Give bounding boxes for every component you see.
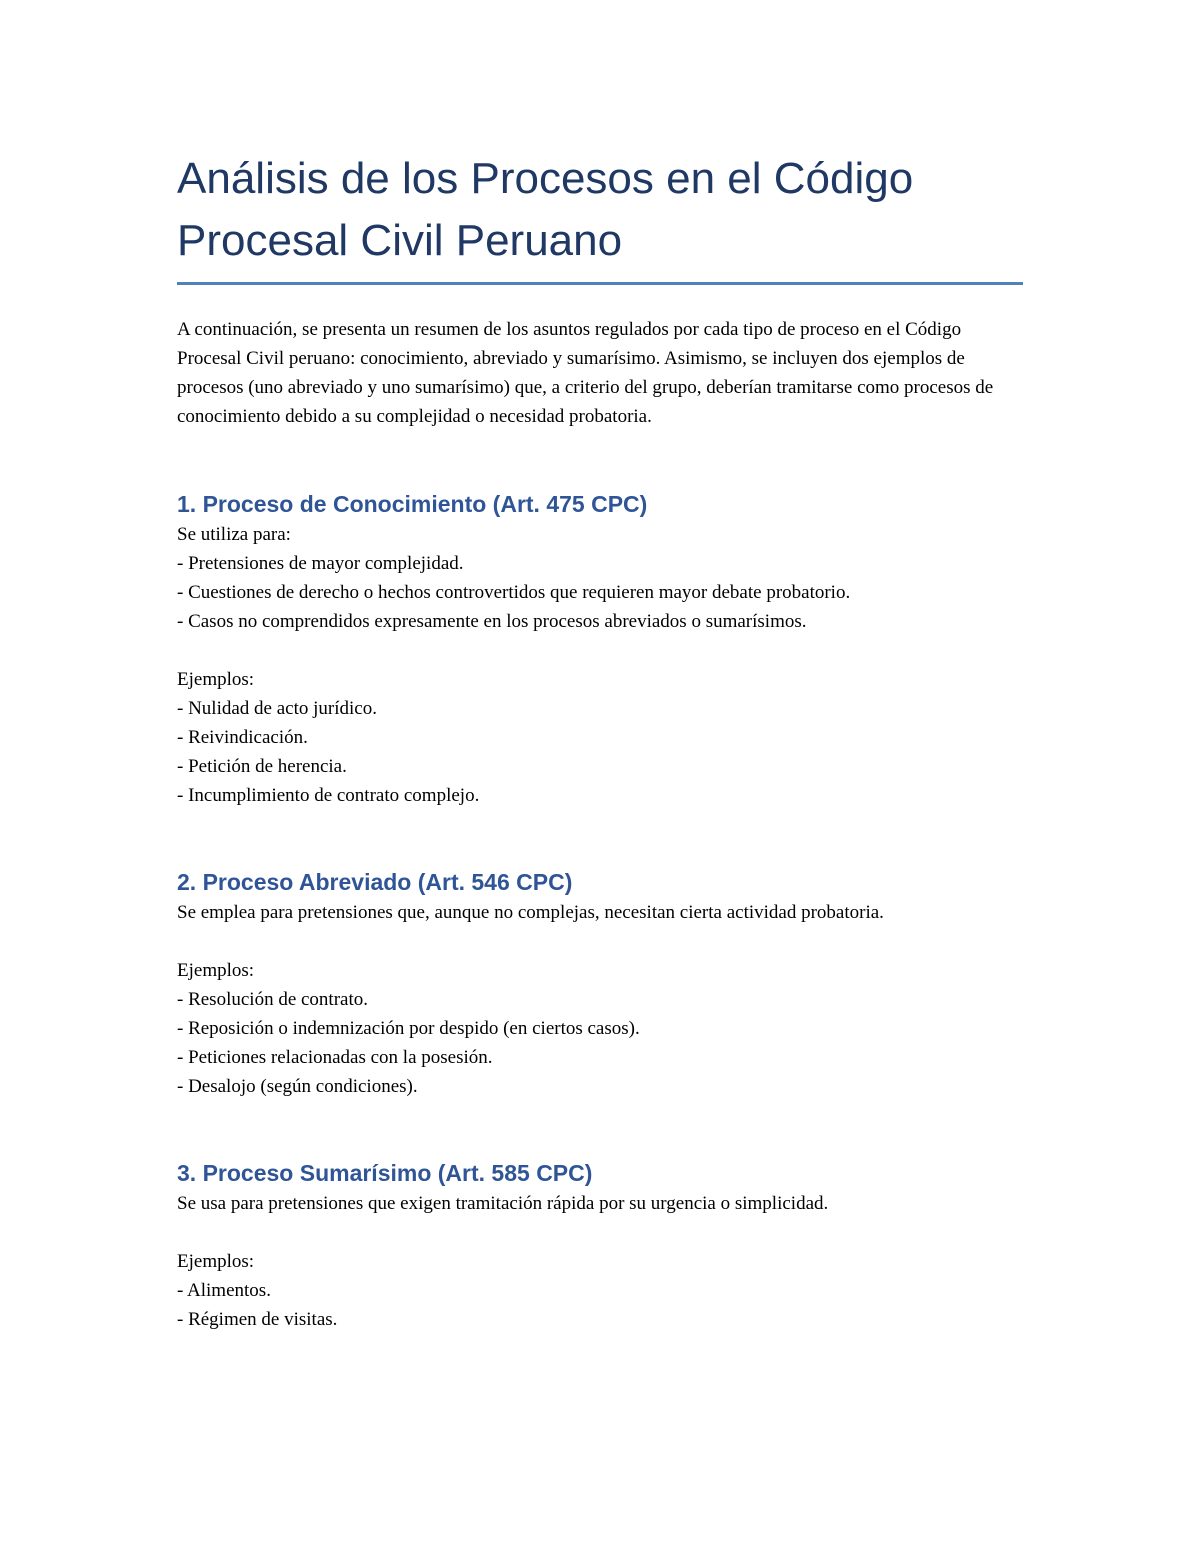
examples-list [177, 985, 1023, 1101]
list-item: - Peticiones relacionadas con la posesión. [177, 1047, 493, 1068]
list-item: - Reivindicación. [177, 727, 308, 748]
section-heading: 2. Proceso Abreviado (Art. 546 CPC) [177, 869, 573, 895]
examples-label: Ejemplos: [177, 1251, 255, 1272]
document-page [177, 148, 1023, 1334]
section-abreviado [177, 866, 1023, 1101]
section-lead: Se usa para pretensiones que exigen tramitación rápida por su urgencia o simplicidad. [177, 1193, 829, 1214]
list-item: - Régimen de visitas. [177, 1309, 338, 1330]
list-item: - Desalojo (según condiciones). [177, 1076, 418, 1097]
uses-list [177, 549, 1023, 636]
list-item: - Petición de herencia. [177, 756, 347, 777]
section-lead: Se emplea para pretensiones que, aunque no complejas, necesitan cierta actividad probatoria. [177, 902, 884, 923]
list-item: - Reposición o indemnización por despido (en ciertos casos). [177, 1018, 640, 1039]
examples-label: Ejemplos: [177, 669, 255, 690]
list-item: - Nulidad de acto jurídico. [177, 698, 377, 719]
examples-list [177, 1276, 1023, 1334]
intro-paragraph: A continuación, se presenta un resumen de los asuntos regulados por cada tipo de proceso en el Código Procesal Civil peruano: conocimiento, abreviado y sumarísimo. Asimismo, se incluyen dos ejemplos de procesos (uno abreviado y uno sumarísimo) que, a criterio del grupo, deberían tramitarse como procesos de conocimiento debido a su complejidad o necesidad probatoria. [177, 319, 994, 427]
examples-list [177, 694, 1023, 810]
section-heading: 3. Proceso Sumarísimo (Art. 585 CPC) [177, 1160, 593, 1186]
document-title: Análisis de los Procesos en el Código Procesal Civil Peruano [177, 154, 914, 265]
section-conocimiento [177, 488, 1023, 810]
list-item: - Casos no comprendidos expresamente en los procesos abreviados o sumarísimos. [177, 611, 807, 632]
section-lead: Se utiliza para: [177, 524, 291, 545]
list-item: - Cuestiones de derecho o hechos controvertidos que requieren mayor debate probatorio. [177, 582, 851, 603]
section-sumarisimo [177, 1157, 1023, 1334]
examples-label: Ejemplos: [177, 960, 255, 981]
list-item: - Pretensiones de mayor complejidad. [177, 553, 464, 574]
title-underline [177, 282, 1023, 285]
list-item: - Incumplimiento de contrato complejo. [177, 785, 480, 806]
section-heading: 1. Proceso de Conocimiento (Art. 475 CPC) [177, 491, 648, 517]
list-item: - Alimentos. [177, 1280, 271, 1301]
list-item: - Resolución de contrato. [177, 989, 369, 1010]
